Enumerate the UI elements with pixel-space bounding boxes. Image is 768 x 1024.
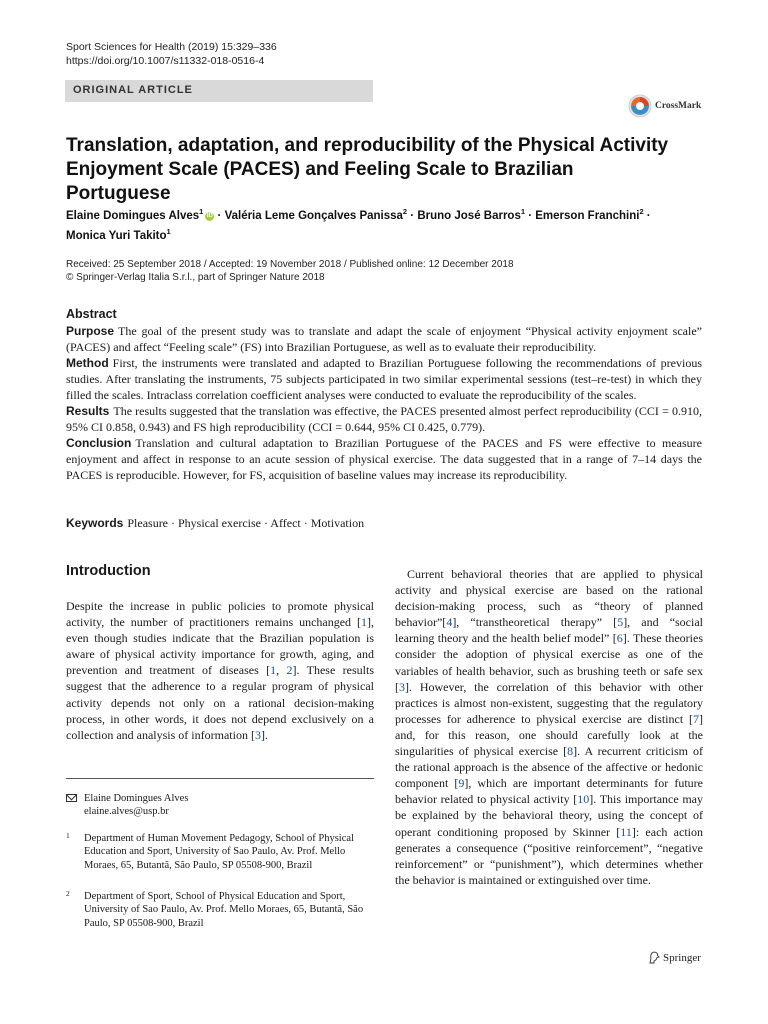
section-label: Conclusion xyxy=(66,436,132,450)
abstract-method xyxy=(66,355,702,403)
copyright-notice: © Springer-Verlag Italia S.r.l., part of Springer Nature 2018 xyxy=(66,272,325,283)
section-text: The results suggested that the translation was effective, the PACES presented almost perfect reproducibility (CCI = 0.910, 95% CI 0.858, 0.943) and FS high reproducibility (CCI = 0.644, 95% CI 0.425, 0.779). xyxy=(66,404,702,434)
crossmark-label: CrossMark xyxy=(655,101,702,111)
springer-horse-icon xyxy=(648,951,660,964)
body-text: ], which are important determinants for future behavior related to physical activity [ xyxy=(395,776,703,807)
abstract-results xyxy=(66,403,702,435)
citation-link[interactable]: 5 xyxy=(617,615,624,630)
footnote-divider xyxy=(66,778,374,779)
journal-info xyxy=(66,40,277,68)
body-text: ]. These theories consider the adoption of physical exercise as one of the variables of health behavior, such as brushing teeth or safe sex [ xyxy=(395,631,703,694)
citation-link[interactable]: 9 xyxy=(458,776,465,791)
body-text: ]. This importance may be explained by the behavioral theory, using the concept of operant conditioning proposed by Skinner [ xyxy=(395,792,704,839)
publisher-name: Springer xyxy=(663,951,701,964)
body-text: ]. A recurrent criticism of the rational approach is the absence of the affective or hedonic component [ xyxy=(395,744,703,791)
citation-link[interactable]: 3 xyxy=(399,679,405,694)
body-text: ], and “social learning theory and the health belief model” [ xyxy=(395,615,704,646)
introduction-left-column xyxy=(66,598,374,743)
publication-history xyxy=(66,258,514,284)
body-text: ]: each action generates a consequence (“positive reinforcement”, “negative reinforcement” or “punishment”), which determines whether the behavior is maintained or extinguished over time. xyxy=(395,824,703,887)
section-text: The goal of the present study was to translate and adapt the scale of enjoyment “Physical activity enjoyment scale” (PACES) and affect “Feeling scale” (FS) into Brazilian Portuguese, as well as to evaluate their reproducibility. xyxy=(66,324,702,354)
section-text: First, the instruments were translated and adapted to Brazilian Portuguese following the recommendations of previous studies. After translating the instruments, 75 subjects participated in two similar experimental sessions (test–re-test) in which they filled the scales. Intraclass correlation coefficient analyses were conducted to evaluate the reproducibility of the scales. xyxy=(66,356,702,402)
keywords xyxy=(66,516,364,531)
citation-link[interactable]: 10 xyxy=(577,792,590,807)
citation-link[interactable]: 7 xyxy=(693,711,699,726)
body-text: ], “transtheoretical therapy” [ xyxy=(452,615,618,630)
body-text: ] and, for this reason, one should carefully look at the singularities of physical exercise [ xyxy=(395,711,703,759)
body-text: ]. However, the correlation of this behavior with other practices is almost non-existent, suggesting that the regulatory processes for adherence to physical exercise are distinct [ xyxy=(395,679,703,726)
author-name[interactable]: Elaine Domingues Alves xyxy=(66,209,200,222)
keywords-label: Keywords xyxy=(66,516,124,530)
envelope-icon xyxy=(66,794,77,802)
body-text: , xyxy=(276,663,287,678)
author-name[interactable]: Bruno José Barros xyxy=(417,209,521,222)
abstract-purpose xyxy=(66,323,702,355)
introduction-right-column xyxy=(395,566,703,888)
abstract xyxy=(66,306,702,483)
affiliation-number: 1 xyxy=(66,831,70,840)
affiliation-2 xyxy=(66,890,366,930)
body-text: ]. These results suggest that the adherence to a regular program of physical activity depends not only on a rational decision-making process, in other words, it does not depend exclusively on a collection and analysis of information [ xyxy=(66,663,374,742)
publisher-logo xyxy=(648,951,701,964)
body-text: Despite the increase in public policies to promote physical activity, the number of practitioners remains unchanged [ xyxy=(66,599,374,630)
body-text: ], even though studies indicate that the Brazilian population is aware of physical activity importance for growth, aging, and prevention and treatment of diseases [ xyxy=(66,615,374,678)
journal-citation: Sport Sciences for Health (2019) 15:329–336 xyxy=(66,41,277,53)
crossmark-badge[interactable] xyxy=(628,93,701,119)
section-label: Method xyxy=(66,356,109,370)
section-label: Results xyxy=(66,404,110,418)
crossmark-icon xyxy=(628,94,652,118)
orcid-icon[interactable]: iD xyxy=(206,212,213,219)
body-text: Current behavioral theories that are applied to physical activity and physical exercise are based on the rational decision-making process, such as “theory of planned behavior”[ xyxy=(395,567,703,630)
article-type-bar xyxy=(65,80,373,102)
introduction-heading: Introduction xyxy=(66,563,151,579)
citation-link[interactable]: 1 xyxy=(361,615,367,630)
abstract-conclusion xyxy=(66,435,702,483)
article-type-label: ORIGINAL ARTICLE xyxy=(73,84,193,96)
author-name[interactable]: Monica Yuri Takito xyxy=(66,229,167,242)
correspondence-email[interactable]: elaine.alves@usp.br xyxy=(84,806,169,817)
affiliation-number: 2 xyxy=(66,889,70,898)
author-name[interactable]: Emerson Franchini xyxy=(535,209,640,222)
history-dates: Received: 25 September 2018 / Accepted: 19 November 2018 / Published online: 12 December 2018 xyxy=(66,259,514,270)
section-text: Translation and cultural adaptation to Brazilian Portuguese of the PACES and FS were effective to measure enjoyment and affect in response to an acute session of physical exercise. The data suggested that in a range of 7–14 days the PACES is reproducible. However, for FS, acquisition of baseline values may increase its reproducibility. xyxy=(66,436,702,482)
affiliation-text: Department of Sport, School of Physical Education and Sport, University of Sao Paulo, Av. Prof. Mello Moraes, 65, Butantã, São Paulo, SP 05508-900, Brazil xyxy=(84,891,364,929)
citation-link[interactable]: 1 xyxy=(270,663,277,678)
correspondence-name: Elaine Domingues Alves xyxy=(84,793,189,804)
affiliation-text: Department of Human Movement Pedagogy, School of Physical Education and Sport, University of Sao Paulo, Av. Prof. Mello Moraes, 65, Butantã, São Paulo, SP 05508-900, Brazil xyxy=(84,833,354,871)
author-list: Elaine Domingues Alves$^1$ iD · Valéria Leme Gonçalves Panissa$^2$ · Bruno José Barros$^1$ · Emerson Franchini$^2$ · Monica Yuri Takito$^1$ xyxy=(66,207,651,242)
body-text: ]. xyxy=(260,727,268,742)
citation-link[interactable]: 8 xyxy=(567,744,574,759)
article-title: Translation, adaptation, and reproducibility of the Physical Activity Enjoyment Scale (PACES) and Feeling Scale to Brazilian Portuguese xyxy=(66,135,669,204)
section-label: Purpose xyxy=(66,324,115,338)
correspondence xyxy=(66,792,188,818)
citation-link[interactable]: 3 xyxy=(254,727,261,742)
doi-link[interactable]: https://doi.org/10.1007/s11332-018-0516-4 xyxy=(66,55,265,67)
affiliation-1 xyxy=(66,832,366,872)
author-name[interactable]: Valéria Leme Gonçalves Panissa xyxy=(224,209,403,222)
citation-link[interactable]: 2 xyxy=(286,663,293,678)
citation-link[interactable]: 4 xyxy=(446,615,453,630)
abstract-heading: Abstract xyxy=(66,307,117,321)
keywords-list: Pleasure · Physical exercise · Affect · Motivation xyxy=(127,516,365,530)
citation-link[interactable]: 11 xyxy=(620,824,632,839)
citation-link[interactable]: 6 xyxy=(616,631,623,646)
